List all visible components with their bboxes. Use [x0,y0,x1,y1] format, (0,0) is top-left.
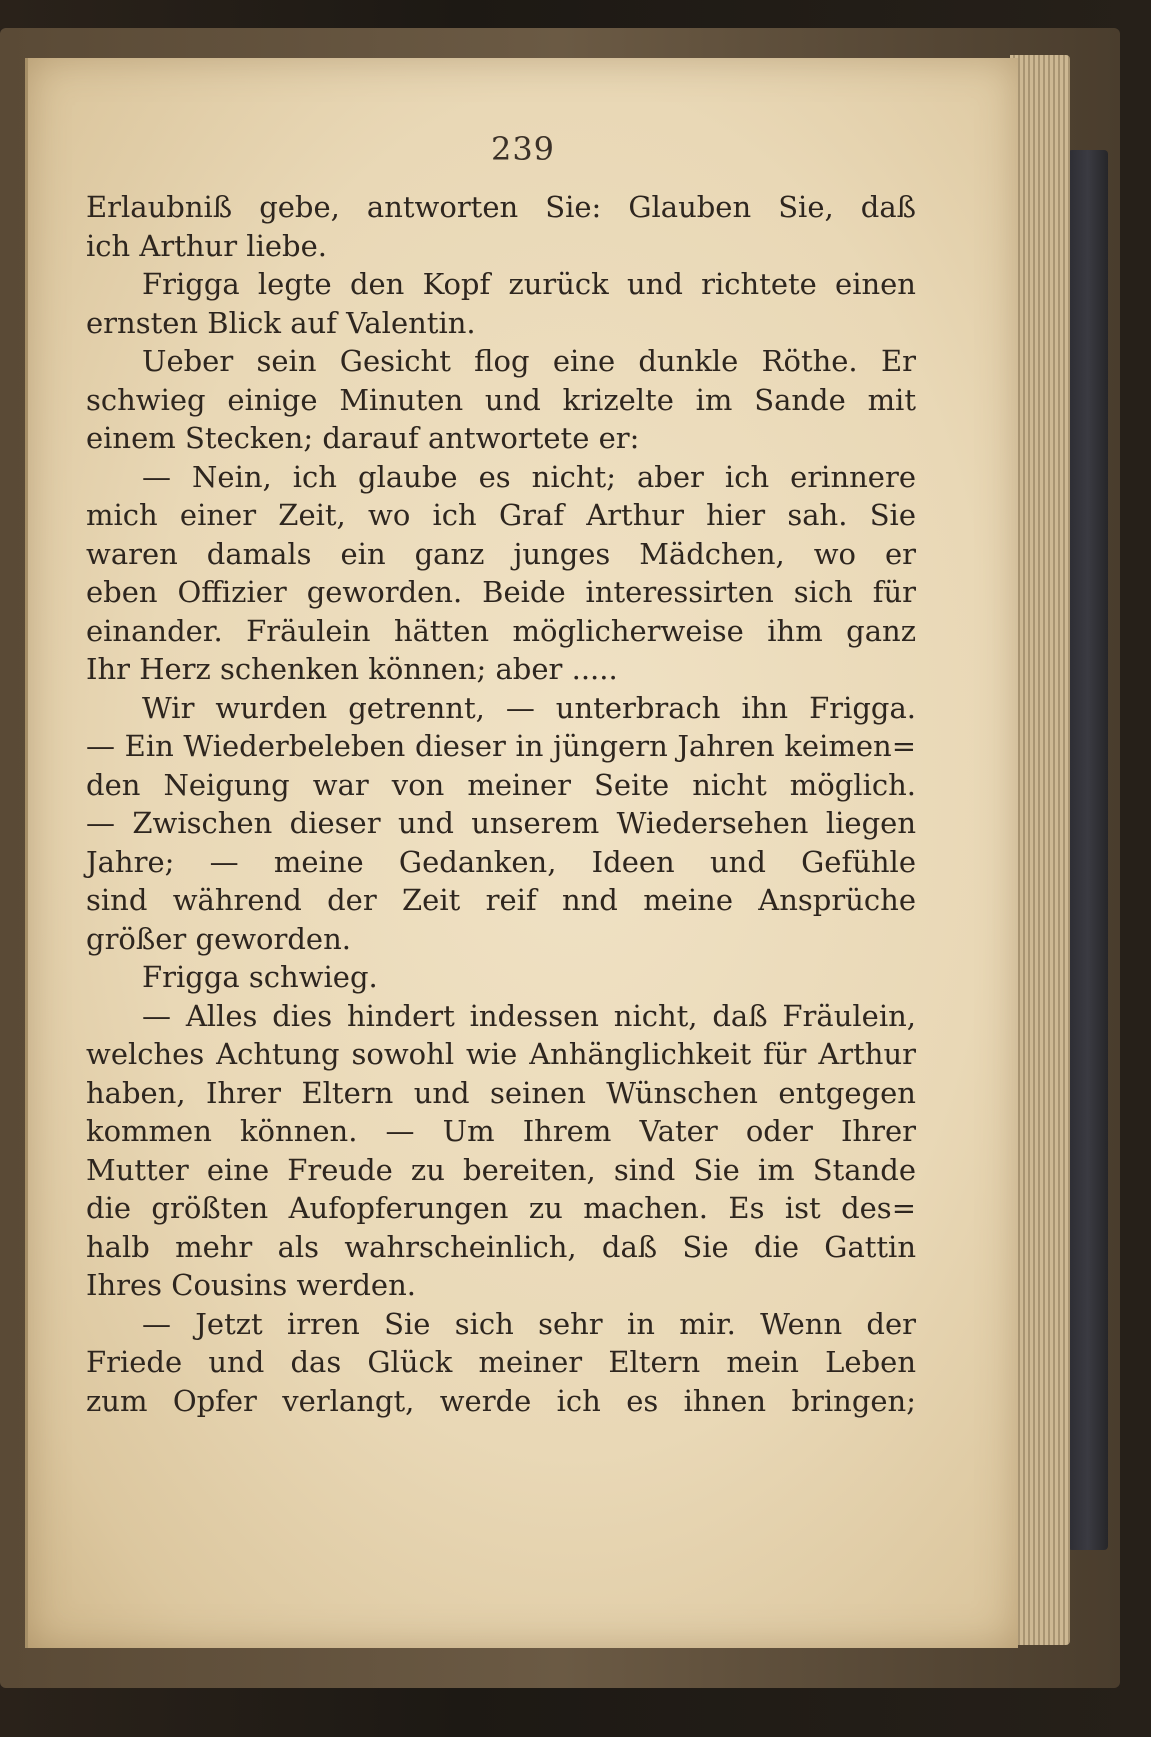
book-back-cover-edge [1068,150,1108,1550]
text-line: Ihr Herz schenken können; aber ..... [86,652,618,686]
text-line: Frigga schwieg. [142,960,378,994]
text-line: den Neigung war von meiner Seite nicht möglich. [86,767,916,802]
text-line: halb mehr als wahrscheinlich, daß Sie die Gattin [86,1229,916,1264]
text-line: — Ein Wiederbeleben dieser in jüngern Jahren keimen= [86,729,916,763]
text-line: einem Stecken; darauf antwortete er: [86,421,640,455]
text-line: kommen können. — Um Ihrem Vater oder Ihrer [86,1114,916,1148]
page-text-block [86,188,916,1420]
text-line: Ueber sein Gesicht flog eine dunkle Röthe. Er [142,344,916,378]
text-line: haben, Ihrer Eltern und seinen Wünschen entgegen [86,1075,916,1110]
text-line: welches Achtung sowohl wie Anhänglichkeit für Arthur [86,1037,916,1071]
book-page [25,58,1018,1648]
text-line: größer geworden. [86,921,351,956]
page-stack-edge [1010,55,1070,1645]
text-line: — Nein, ich glaube es nicht; aber ich erinnere [142,459,916,494]
text-line: Frigga legte den Kopf zurück und richtete einen [142,267,916,301]
text-line: eben Offizier geworden. Beide interessirten sich für [86,575,916,609]
text-line: Wir wurden getrennt, — unterbrach ihn Frigga. [142,690,916,725]
text-line: ich Arthur liebe. [86,228,327,263]
text-line: Mutter eine Freude zu bereiten, sind Sie im Stande [86,1152,916,1187]
page-number: 239 [490,130,556,168]
text-line: Ihres Cousins werden. [86,1268,416,1302]
text-line: schwieg einige Minuten und krizelte im Sande mit [86,382,916,417]
text-line: mich einer Zeit, wo ich Graf Arthur hier sah. Sie [86,498,916,532]
text-line: einander. Fräulein hätten möglicherweise ihm ganz [86,613,916,648]
text-line: Erlaubniß gebe, antworten Sie: Glauben Sie, daß [86,190,916,224]
text-line: — Zwischen dieser und unserem Wiedersehen liegen [86,806,916,840]
text-line: zum Opfer verlangt, werde ich es ihnen bringen; [86,1383,916,1418]
text-line: waren damals ein ganz junges Mädchen, wo er [86,536,916,571]
text-line: Friede und das Glück meiner Eltern mein Leben [86,1345,916,1379]
text-line: ernsten Blick auf Valentin. [86,305,476,340]
text-line: — Alles dies hindert indessen nicht, daß Fräulein, [142,998,916,1033]
text-line: — Jetzt irren Sie sich sehr in mir. Wenn der [142,1306,916,1341]
text-line: sind während der Zeit reif nnd meine Ansprüche [86,883,916,917]
text-line: Jahre; — meine Gedanken, Ideen und Gefühle [86,844,916,879]
text-line: die größten Aufopferungen zu machen. Es ist des= [86,1191,916,1225]
